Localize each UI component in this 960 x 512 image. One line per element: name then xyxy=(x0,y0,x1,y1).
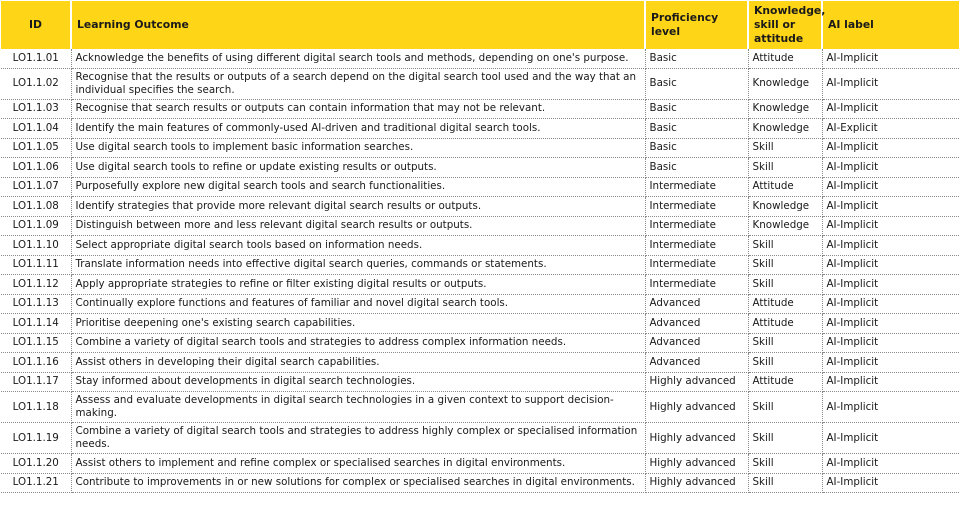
table-row xyxy=(1,158,959,178)
table-row xyxy=(1,473,959,493)
cell-knowledge-skill-attitude: Attitude xyxy=(748,372,822,392)
cell-ai-label: AI-Implicit xyxy=(822,392,959,423)
cell-knowledge-skill-attitude: Skill xyxy=(748,454,822,474)
table-row xyxy=(1,423,959,454)
table-row xyxy=(1,99,959,119)
cell-id: LO1.1.11 xyxy=(1,255,71,275)
cell-ai-label: AI-Implicit xyxy=(822,423,959,454)
cell-proficiency-level: Highly advanced xyxy=(645,423,748,454)
cell-learning-outcome: Assist others to implement and refine complex or specialised searches in digital environments. xyxy=(71,454,645,474)
cell-proficiency-level: Basic xyxy=(645,68,748,99)
cell-proficiency-level: Intermediate xyxy=(645,236,748,256)
cell-learning-outcome: Combine a variety of digital search tools and strategies to address complex information needs. xyxy=(71,333,645,353)
table-row xyxy=(1,197,959,217)
cell-proficiency-level: Highly advanced xyxy=(645,473,748,493)
cell-proficiency-level: Basic xyxy=(645,99,748,119)
cell-learning-outcome: Translate information needs into effective digital search queries, commands or statements. xyxy=(71,255,645,275)
header-learning-outcome: Learning Outcome xyxy=(71,1,645,49)
cell-ai-label: AI-Implicit xyxy=(822,216,959,236)
cell-proficiency-level: Basic xyxy=(645,138,748,158)
cell-knowledge-skill-attitude: Attitude xyxy=(748,49,822,68)
cell-learning-outcome: Distinguish between more and less relevant digital search results or outputs. xyxy=(71,216,645,236)
cell-id: LO1.1.18 xyxy=(1,392,71,423)
cell-learning-outcome: Use digital search tools to implement basic information searches. xyxy=(71,138,645,158)
cell-id: LO1.1.15 xyxy=(1,333,71,353)
table-header xyxy=(1,1,959,49)
cell-id: LO1.1.20 xyxy=(1,454,71,474)
cell-proficiency-level: Basic xyxy=(645,49,748,68)
cell-proficiency-level: Advanced xyxy=(645,314,748,334)
cell-ai-label: AI-Implicit xyxy=(822,158,959,178)
cell-learning-outcome: Recognise that the results or outputs of a search depend on the digital search tool used and the way that an individual specifies the search. xyxy=(71,68,645,99)
cell-ai-label: AI-Implicit xyxy=(822,454,959,474)
table-row xyxy=(1,177,959,197)
table-row xyxy=(1,68,959,99)
cell-proficiency-level: Advanced xyxy=(645,333,748,353)
cell-knowledge-skill-attitude: Skill xyxy=(748,333,822,353)
cell-proficiency-level: Basic xyxy=(645,119,748,139)
cell-proficiency-level: Highly advanced xyxy=(645,372,748,392)
cell-proficiency-level: Highly advanced xyxy=(645,454,748,474)
learning-outcomes-table xyxy=(1,1,959,493)
cell-knowledge-skill-attitude: Skill xyxy=(748,138,822,158)
cell-knowledge-skill-attitude: Skill xyxy=(748,236,822,256)
cell-proficiency-level: Highly advanced xyxy=(645,392,748,423)
cell-proficiency-level: Intermediate xyxy=(645,216,748,236)
cell-learning-outcome: Apply appropriate strategies to refine or filter existing digital results or outputs. xyxy=(71,275,645,295)
table-row xyxy=(1,119,959,139)
cell-ai-label: AI-Implicit xyxy=(822,353,959,373)
cell-knowledge-skill-attitude: Attitude xyxy=(748,177,822,197)
cell-ai-label: AI-Implicit xyxy=(822,333,959,353)
cell-proficiency-level: Advanced xyxy=(645,294,748,314)
cell-id: LO1.1.12 xyxy=(1,275,71,295)
cell-learning-outcome: Prioritise deepening one's existing search capabilities. xyxy=(71,314,645,334)
table-row xyxy=(1,314,959,334)
cell-learning-outcome: Combine a variety of digital search tools and strategies to address highly complex or specialised information needs. xyxy=(71,423,645,454)
header-id: ID xyxy=(1,1,71,49)
cell-id: LO1.1.03 xyxy=(1,99,71,119)
cell-learning-outcome: Assist others in developing their digital search capabilities. xyxy=(71,353,645,373)
table-row xyxy=(1,294,959,314)
table-row xyxy=(1,333,959,353)
table-row xyxy=(1,353,959,373)
cell-proficiency-level: Basic xyxy=(645,158,748,178)
cell-knowledge-skill-attitude: Knowledge xyxy=(748,216,822,236)
cell-learning-outcome: Use digital search tools to refine or update existing results or outputs. xyxy=(71,158,645,178)
cell-learning-outcome: Select appropriate digital search tools based on information needs. xyxy=(71,236,645,256)
cell-learning-outcome: Acknowledge the benefits of using different digital search tools and methods, depending on one's purpose. xyxy=(71,49,645,68)
cell-ai-label: AI-Implicit xyxy=(822,236,959,256)
cell-proficiency-level: Intermediate xyxy=(645,255,748,275)
cell-knowledge-skill-attitude: Skill xyxy=(748,353,822,373)
cell-knowledge-skill-attitude: Skill xyxy=(748,255,822,275)
cell-id: LO1.1.09 xyxy=(1,216,71,236)
cell-knowledge-skill-attitude: Knowledge xyxy=(748,99,822,119)
cell-knowledge-skill-attitude: Skill xyxy=(748,158,822,178)
table-row xyxy=(1,255,959,275)
table-row xyxy=(1,236,959,256)
cell-id: LO1.1.01 xyxy=(1,49,71,68)
cell-learning-outcome: Purposefully explore new digital search tools and search functionalities. xyxy=(71,177,645,197)
header-ai-label: AI label xyxy=(822,1,959,49)
cell-knowledge-skill-attitude: Attitude xyxy=(748,294,822,314)
cell-id: LO1.1.04 xyxy=(1,119,71,139)
header-knowledge-skill-attitude: Knowledge, skill or attitude xyxy=(748,1,822,49)
cell-id: LO1.1.02 xyxy=(1,68,71,99)
cell-learning-outcome: Assess and evaluate developments in digital search technologies in a given context to support decision-making. xyxy=(71,392,645,423)
cell-proficiency-level: Intermediate xyxy=(645,275,748,295)
cell-id: LO1.1.16 xyxy=(1,353,71,373)
cell-ai-label: AI-Implicit xyxy=(822,255,959,275)
cell-knowledge-skill-attitude: Knowledge xyxy=(748,119,822,139)
cell-proficiency-level: Advanced xyxy=(645,353,748,373)
cell-knowledge-skill-attitude: Attitude xyxy=(748,314,822,334)
table-row xyxy=(1,216,959,236)
cell-ai-label: AI-Implicit xyxy=(822,372,959,392)
table-row xyxy=(1,372,959,392)
cell-ai-label: AI-Implicit xyxy=(822,197,959,217)
cell-id: LO1.1.17 xyxy=(1,372,71,392)
cell-id: LO1.1.05 xyxy=(1,138,71,158)
cell-learning-outcome: Identify the main features of commonly-used AI-driven and traditional digital search tools. xyxy=(71,119,645,139)
cell-ai-label: AI-Implicit xyxy=(822,294,959,314)
header-row xyxy=(1,1,959,49)
cell-ai-label: AI-Implicit xyxy=(822,99,959,119)
table-row xyxy=(1,138,959,158)
cell-knowledge-skill-attitude: Skill xyxy=(748,392,822,423)
cell-knowledge-skill-attitude: Skill xyxy=(748,275,822,295)
cell-id: LO1.1.13 xyxy=(1,294,71,314)
cell-ai-label: AI-Implicit xyxy=(822,138,959,158)
cell-knowledge-skill-attitude: Skill xyxy=(748,473,822,493)
cell-knowledge-skill-attitude: Knowledge xyxy=(748,197,822,217)
cell-learning-outcome: Contribute to improvements in or new solutions for complex or specialised searches in digital environments. xyxy=(71,473,645,493)
cell-ai-label: AI-Implicit xyxy=(822,275,959,295)
cell-ai-label: AI-Implicit xyxy=(822,314,959,334)
cell-learning-outcome: Continually explore functions and features of familiar and novel digital search tools. xyxy=(71,294,645,314)
table-row xyxy=(1,454,959,474)
table-row xyxy=(1,392,959,423)
cell-ai-label: AI-Implicit xyxy=(822,49,959,68)
cell-learning-outcome: Recognise that search results or outputs can contain information that may not be relevant. xyxy=(71,99,645,119)
cell-knowledge-skill-attitude: Skill xyxy=(748,423,822,454)
cell-ai-label: AI-Explicit xyxy=(822,119,959,139)
header-proficiency-level: Proficiency level xyxy=(645,1,748,49)
cell-ai-label: AI-Implicit xyxy=(822,473,959,493)
cell-id: LO1.1.14 xyxy=(1,314,71,334)
table-body xyxy=(1,49,959,493)
cell-id: LO1.1.10 xyxy=(1,236,71,256)
table-row xyxy=(1,275,959,295)
cell-ai-label: AI-Implicit xyxy=(822,68,959,99)
cell-ai-label: AI-Implicit xyxy=(822,177,959,197)
cell-id: LO1.1.19 xyxy=(1,423,71,454)
cell-id: LO1.1.06 xyxy=(1,158,71,178)
cell-learning-outcome: Stay informed about developments in digital search technologies. xyxy=(71,372,645,392)
cell-id: LO1.1.08 xyxy=(1,197,71,217)
cell-id: LO1.1.21 xyxy=(1,473,71,493)
cell-knowledge-skill-attitude: Knowledge xyxy=(748,68,822,99)
cell-learning-outcome: Identify strategies that provide more relevant digital search results or outputs. xyxy=(71,197,645,217)
cell-proficiency-level: Intermediate xyxy=(645,177,748,197)
cell-id: LO1.1.07 xyxy=(1,177,71,197)
cell-proficiency-level: Intermediate xyxy=(645,197,748,217)
table-row xyxy=(1,49,959,68)
